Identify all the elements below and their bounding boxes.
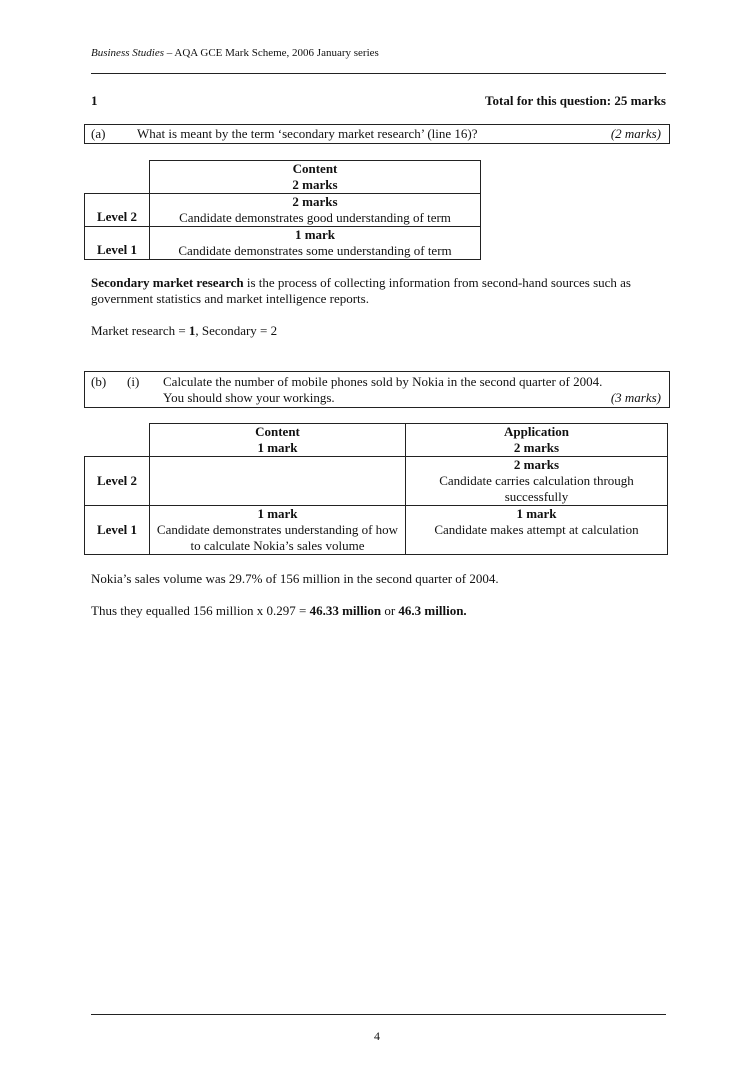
header-rule (91, 73, 666, 74)
level-2-content: 2 marks Candidate demonstrates good understanding of term (150, 194, 481, 227)
level-2-label: Level 2 (85, 457, 150, 506)
level-1-content: 1 mark Candidate demonstrates some understanding of term (150, 227, 481, 260)
part-a-mark-table (84, 160, 481, 260)
application-header: Application 2 marks (406, 424, 668, 457)
table-corner (85, 161, 150, 194)
level-1-label: Level 1 (85, 227, 150, 260)
page-number: 4 (374, 1029, 380, 1043)
content-header: Content 2 marks (150, 161, 481, 194)
part-a-answer: Secondary market research is the process of collecting information from second-hand sources such as government statistics and market intelligence reports. (91, 275, 631, 306)
part-b-question-line-1: Calculate the number of mobile phones sold by Nokia in the second quarter of 2004. (163, 374, 603, 389)
part-b-answer-1: Nokia’s sales volume was 29.7% of 156 million in the second quarter of 2004. (91, 571, 499, 586)
level-1-content: 1 mark Candidate demonstrates understanding of how to calculate Nokia’s sales volume (150, 506, 406, 555)
running-header (91, 45, 379, 61)
part-a-marks: (2 marks) (610, 126, 661, 141)
part-a-question-box (84, 124, 670, 144)
part-b-answer-2: Thus they equalled 156 million x 0.297 = 46.33 million or 46.3 million. (91, 603, 467, 618)
part-b-marks: (3 marks) (610, 390, 661, 405)
level-2-label: Level 2 (85, 194, 150, 227)
table-corner (85, 424, 150, 457)
part-b-question-line-2: You should show your workings. (163, 390, 335, 405)
footer-rule (91, 1014, 666, 1015)
part-b-question-box (84, 371, 670, 408)
part-a-label: (a) (91, 126, 106, 141)
question-total: Total for this question: 25 marks (485, 93, 666, 108)
part-b-sub-label: (i) (127, 374, 140, 389)
part-a-question: What is meant by the term ‘secondary market research’ (line 16)? (137, 126, 478, 141)
level-2-application: 2 marks Candidate carries calculation through successfully (406, 457, 668, 506)
part-b-mark-table (84, 423, 668, 555)
question-number: 1 (91, 93, 98, 108)
header-rest: – AQA GCE Mark Scheme, 2006 January series (164, 47, 379, 59)
content-header: Content 1 mark (150, 424, 406, 457)
level-1-application: 1 mark Candidate makes attempt at calculation (406, 506, 668, 555)
part-a-scoring: Market research = 1, Secondary = 2 (91, 323, 278, 338)
part-b-label: (b) (91, 374, 107, 389)
level-2-content (150, 457, 406, 506)
header-subject: Business Studies (91, 47, 165, 59)
level-1-label: Level 1 (85, 506, 150, 555)
